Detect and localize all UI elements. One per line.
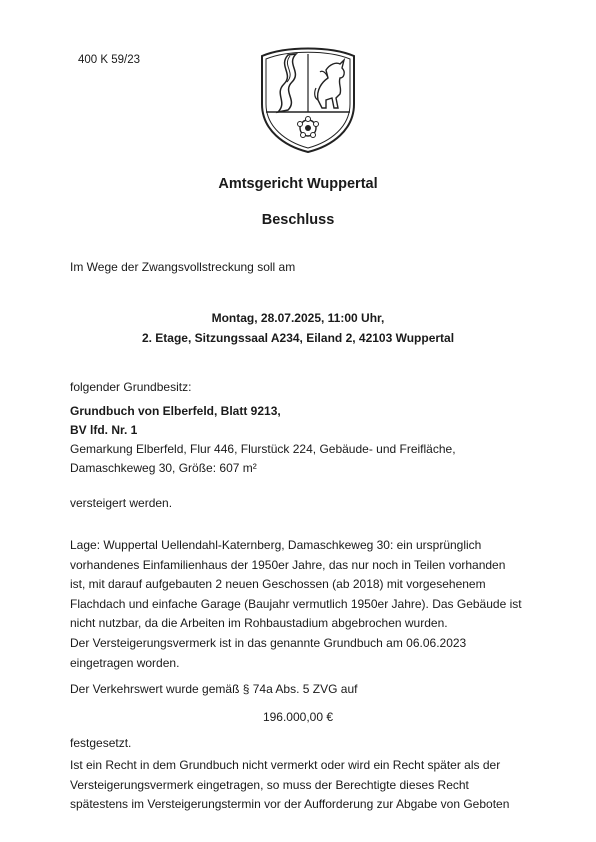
rights-paragraph — [70, 756, 530, 815]
document-type: Beschluss — [261, 212, 335, 228]
land-register-description: Gemarkung Elberfeld, Flur 446, Flurstück 224, Gebäude- und Freifläche, — [70, 442, 456, 456]
property-intro: folgender Grundbesitz: — [70, 380, 192, 394]
rights-line: Ist ein Recht in dem Grundbuch nicht vermerkt oder wird ein Recht später als der — [70, 758, 501, 772]
location-line: vorhandenes Einfamilienhaus der 1950er Jahre, das nur noch in Teilen vorhanden — [70, 557, 506, 572]
land-register-address: Damaschkeweg 30, Größe: 607 m² — [70, 461, 257, 475]
market-value: 196.000,00 € — [262, 710, 334, 724]
appointment-place: 2. Etage, Sitzungssaal A234, Eiland 2, 42103 Wuppertal — [141, 331, 455, 345]
fixed-text: festgesetzt. — [70, 736, 132, 750]
appointment-date: Montag, 28.07.2025, 11:00 Uhr, — [211, 311, 385, 325]
land-register-entry: BV lfd. Nr. 1 — [70, 423, 138, 437]
rights-line: Versteigerungsvermerk eingetragen, so muss der Berechtigte dieses Recht — [70, 777, 469, 792]
registration-paragraph — [70, 634, 530, 673]
location-line: Flachdach und einfache Garage (Baujahr vermutlich 1950er Jahre). Das Gebäude ist — [70, 596, 522, 611]
case-number: 400 K 59/23 — [78, 54, 141, 66]
court-name: Amtsgericht Wuppertal — [218, 176, 378, 192]
registration-line: eingetragen worden. — [70, 655, 180, 670]
location-line: Lage: Wuppertal Uellendahl-Katernberg, Damaschkeweg 30: ein ursprünglich — [70, 538, 482, 552]
location-paragraph — [70, 536, 530, 634]
location-line: nicht nutzbar, da die Arbeiten im Rohbaustadium abgebrochen wurden. — [70, 616, 448, 630]
location-line: ist, mit darauf aufgebauten 2 neuen Geschossen (ab 2018) mit vorgesehenem — [70, 577, 486, 591]
rights-line: spätestens im Versteigerungstermin vor der Aufforderung zur Abgabe von Geboten — [70, 797, 510, 811]
nrw-coat-of-arms-icon — [256, 42, 360, 154]
value-intro: Der Verkehrswert wurde gemäß § 74a Abs. 5 ZVG auf — [70, 682, 358, 696]
land-register-title: Grundbuch von Elberfeld, Blatt 9213, — [70, 404, 281, 418]
auction-text: versteigert werden. — [70, 496, 173, 510]
intro-text: Im Wege der Zwangsvollstreckung soll am — [70, 260, 296, 274]
registration-line: Der Versteigerungsvermerk ist in das genannte Grundbuch am 06.06.2023 — [70, 636, 467, 650]
